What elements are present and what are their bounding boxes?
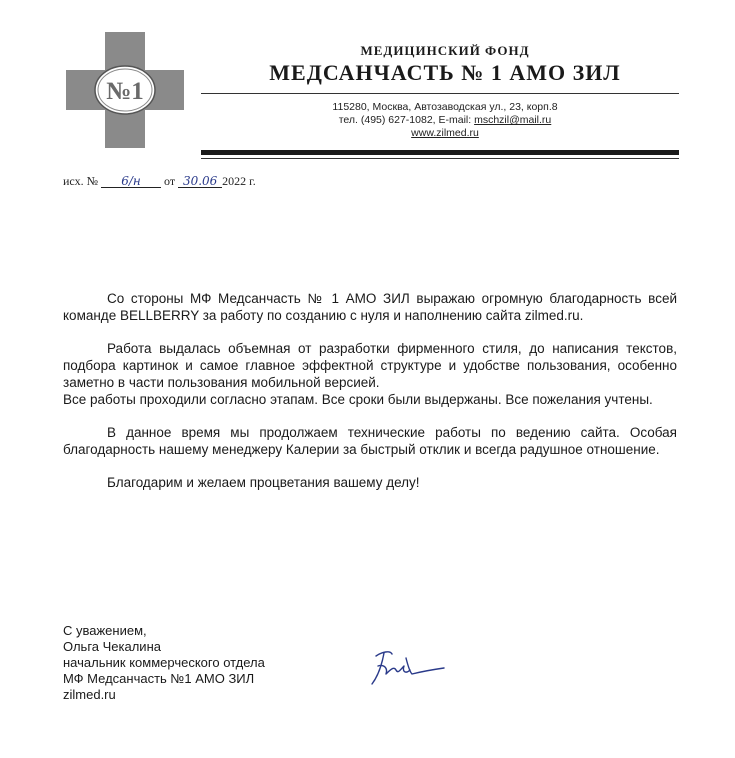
org-title: МЕДСАНЧАСТЬ № 1 АМО ЗИЛ	[269, 60, 621, 85]
ref-number-label: исх. №	[63, 174, 99, 188]
contacts-block	[290, 101, 600, 140]
closing-block	[63, 623, 363, 703]
phone: тел. (495) 627-1082, E-mail:	[338, 114, 475, 126]
header-divider	[201, 93, 679, 94]
address: 115280, Москва, Автозаводская ул., 23, корп.8	[332, 101, 558, 113]
logo-text: №1	[106, 78, 144, 105]
signer-site: zilmed.ru	[63, 687, 116, 702]
ref-number-value: 6/н	[101, 175, 161, 188]
handwritten-signature	[368, 644, 448, 688]
header-thick-divider	[201, 150, 679, 155]
letter-body	[63, 290, 677, 491]
signer-org: МФ Медсанчасть №1 АМО ЗИЛ	[63, 671, 255, 686]
paragraph-gratitude: Со стороны МФ Медсанчасть № 1 АМО ЗИЛ выражаю огромную благодарность всей команде BELLBERRY за работу по созданию с нуля и наполнению сайта zilmed.ru.	[63, 291, 677, 323]
ref-date-value: 30.06	[178, 175, 222, 188]
paragraph-wishes: Благодарим и желаем процветания вашему делу!	[107, 475, 420, 490]
phone-email-line	[290, 114, 600, 127]
reference-line	[63, 174, 256, 189]
signer-position: начальник коммерческого отдела	[63, 655, 265, 670]
signer-name: Ольга Чекалина	[63, 639, 161, 654]
email-link[interactable]: mschzil@mail.ru	[474, 114, 552, 126]
paragraph-ongoing: В данное время мы продолжаем технические работы по ведению сайта. Особая благодарность нашему менеджеру Калерии за быстрый отклик и всегда радушное отношение.	[63, 425, 677, 457]
medical-cross-logo	[66, 32, 184, 148]
ref-year: 2022 г.	[222, 174, 256, 188]
paragraph-stages: Все работы проходили согласно этапам. Все сроки были выдержаны. Все пожелания учтены.	[63, 392, 653, 407]
closing-regards: С уважением,	[63, 623, 147, 638]
org-subtitle: МЕДИЦИНСКИЙ ФОНД	[360, 43, 530, 58]
website-link[interactable]: www.zilmed.ru	[411, 127, 479, 139]
header-thin-divider	[201, 158, 679, 159]
ref-date-label: от	[164, 174, 176, 188]
paragraph-work: Работа выдалась объемная от разработки фирменного стиля, до написания текстов, подбора картинок и самое главное эффектной структуре и удобстве пользования, особенно заметно в части пользования мобильной версией.	[63, 341, 677, 390]
